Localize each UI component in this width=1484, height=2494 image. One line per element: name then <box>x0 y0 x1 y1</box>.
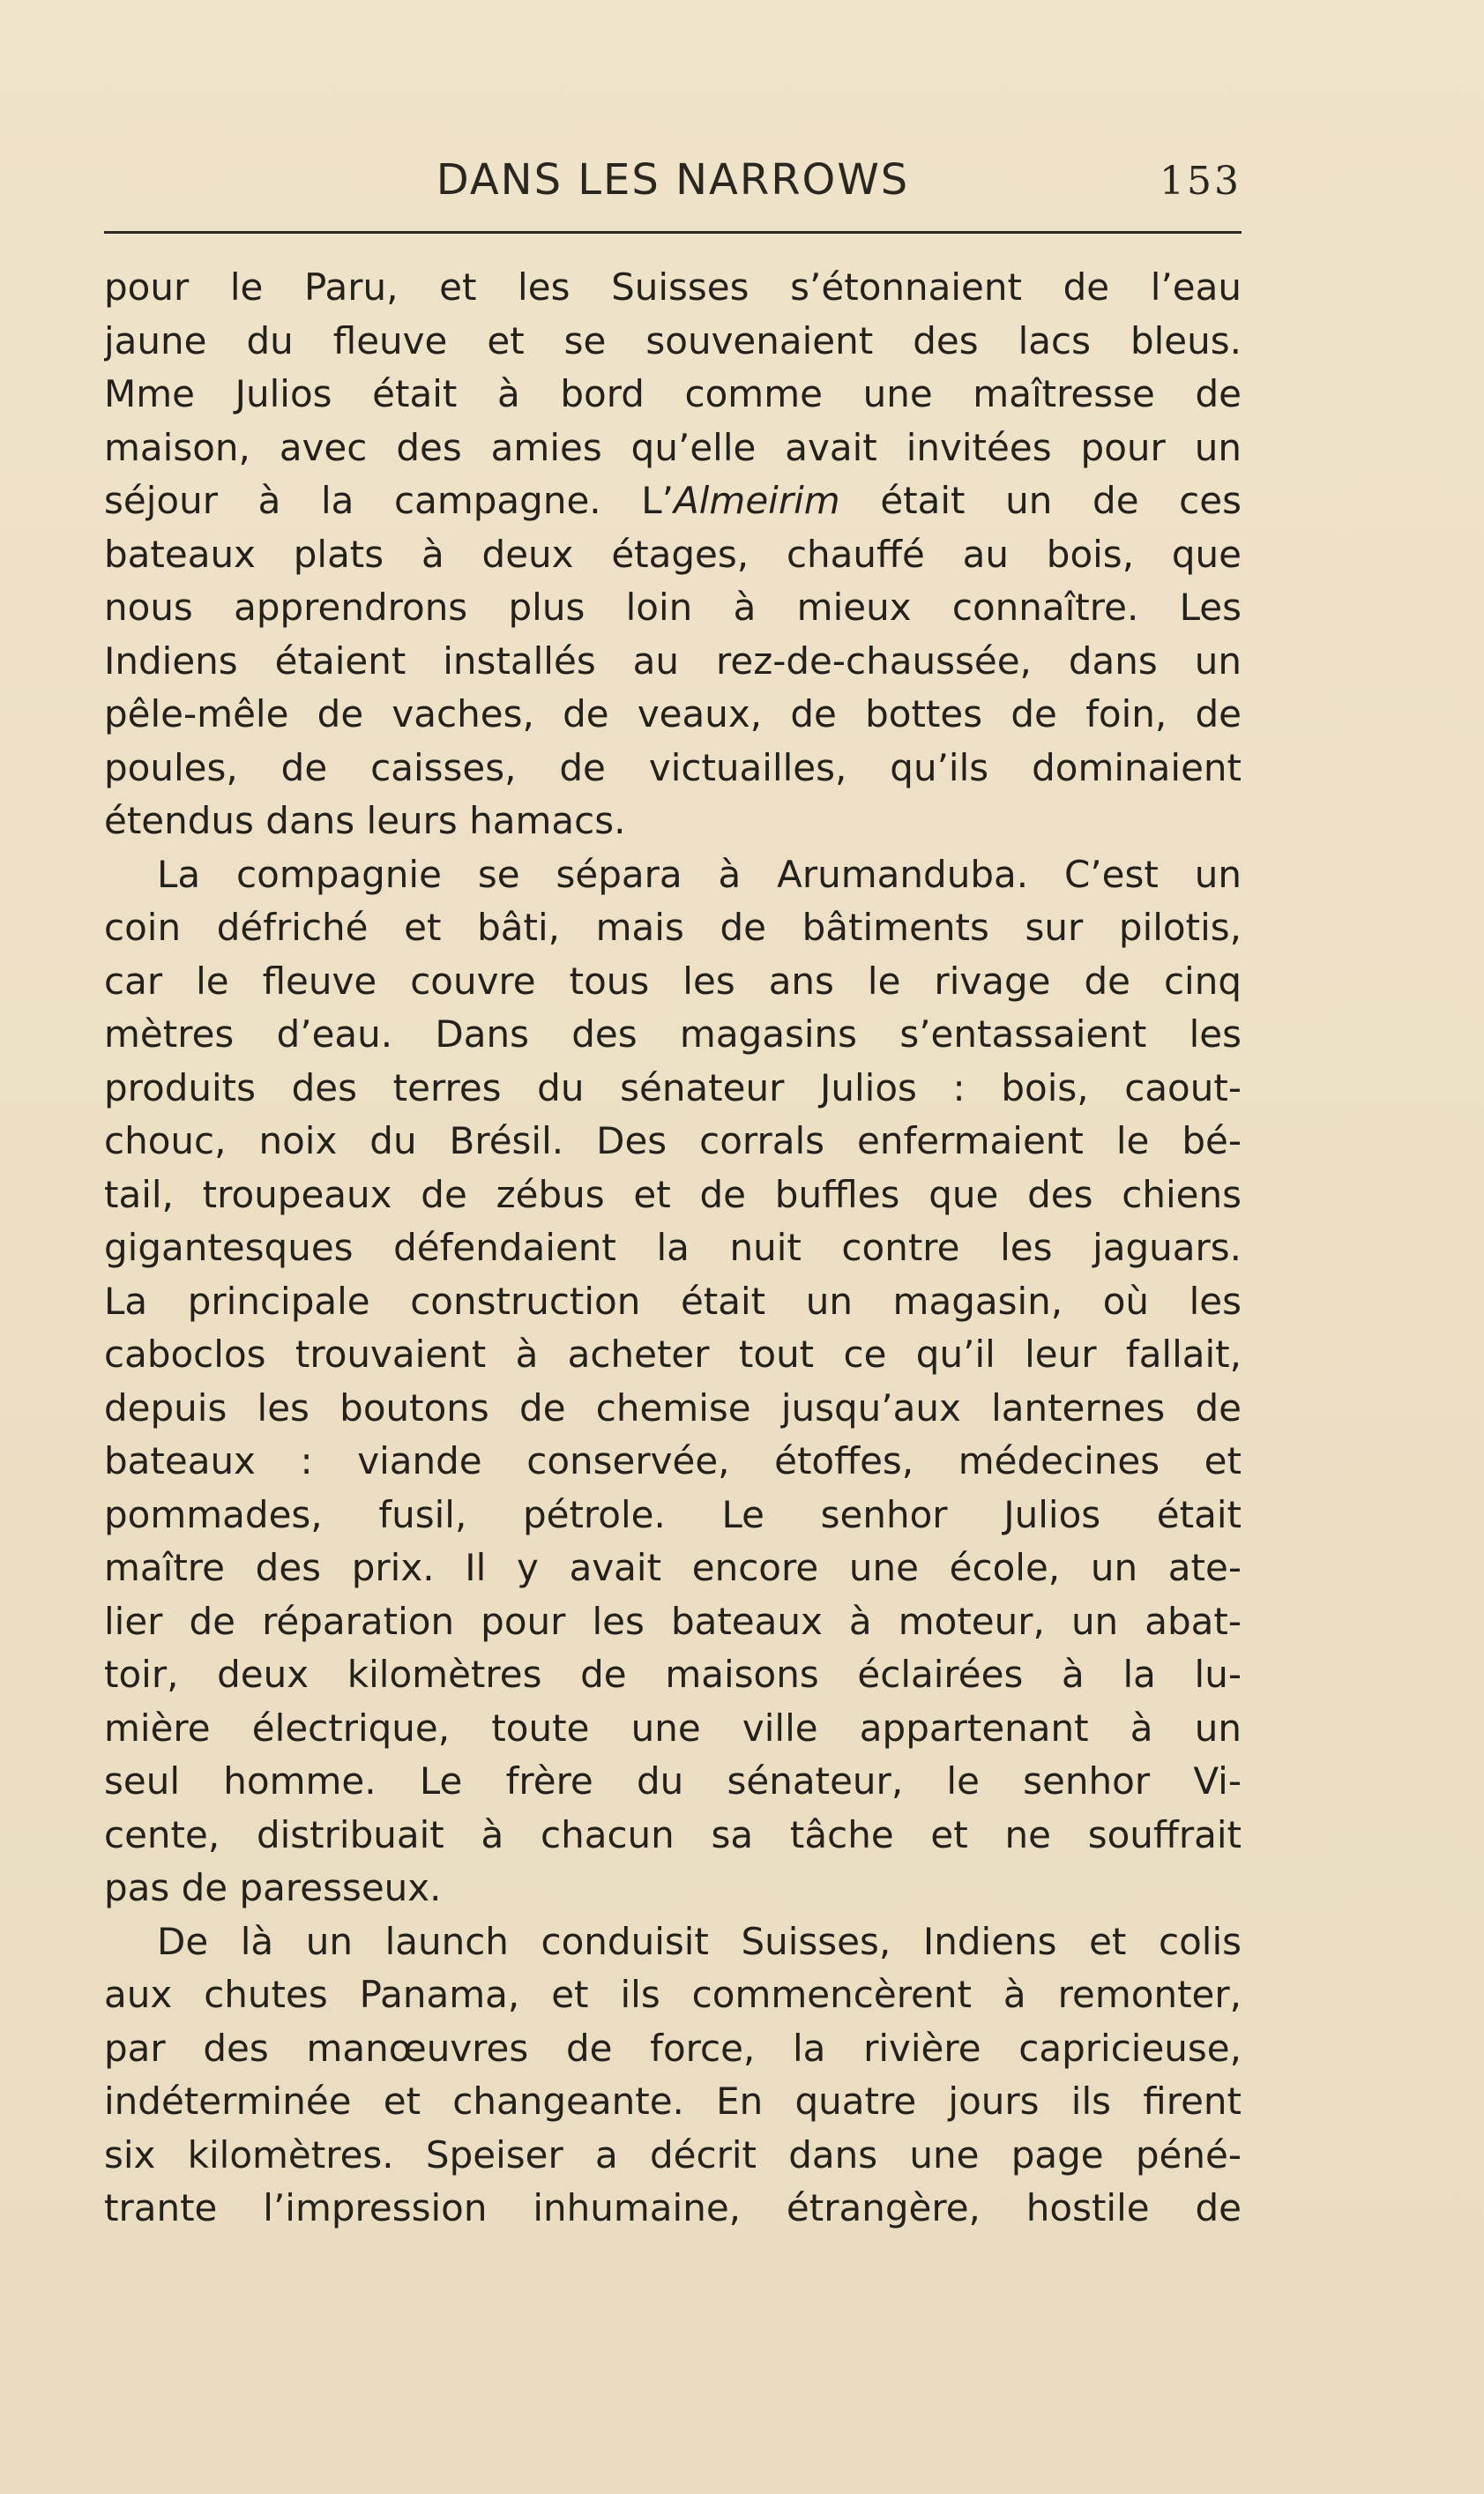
text-line: caboclos trouvaient à acheter tout ce qu’il leur fallait, <box>104 1333 1242 1376</box>
text-line: La principale construction était un magasin, où les <box>104 1279 1242 1323</box>
text-line: mètres d’eau. Dans des magasins s’entassaient les <box>104 1012 1242 1056</box>
running-head <box>104 152 1242 213</box>
text-line: maître des prix. Il y avait encore une école, un ate- <box>104 1546 1242 1589</box>
text-line: maison, avec des amies qu’elle avait invitées pour un <box>104 425 1242 469</box>
text-line: poules, de caisses, de victuailles, qu’ils dominaient <box>104 745 1242 789</box>
text-line-with-italic <box>104 474 1242 528</box>
text-line: indéterminée et changeante. En quatre jours ils firent <box>104 2080 1242 2123</box>
ship-name-italic: Almeirim <box>674 479 840 522</box>
text-line: trante l’impression inhumaine, étrangère, hostile de <box>104 2186 1242 2229</box>
text-line: coin défriché et bâti, mais de bâtiments sur pilotis, <box>104 906 1242 949</box>
text-line: pas de paresseux. <box>104 1866 442 1909</box>
text-line: pommades, fusil, pétrole. Le senhor Julios était <box>104 1492 1242 1536</box>
text-line: mière électrique, toute une ville appartenant à un <box>104 1706 1242 1750</box>
header-rule <box>104 231 1242 234</box>
text-line: jaune du fleuve et se souvenaient des lacs bleus. <box>104 318 1242 362</box>
text-line: bateaux : viande conservée, étoffes, médecines et <box>104 1439 1242 1482</box>
text-line: pour le Paru, et les Suisses s’étonnaient de l’eau <box>104 265 1242 309</box>
text-line: Indiens étaient installés au rez-de-chaussée, dans un <box>104 638 1242 683</box>
text-line: La compagnie se sépara à Arumanduba. C’est un <box>157 852 1242 896</box>
text-line: étendus dans leurs hamacs. <box>104 799 626 842</box>
text-line: depuis les boutons de chemise jusqu’aux lanternes de <box>104 1385 1242 1430</box>
text-line: gigantesques défendaient la nuit contre les jaguars. <box>104 1226 1242 1269</box>
text-line: lier de réparation pour les bateaux à moteur, un abat- <box>104 1599 1242 1643</box>
page-number: 153 <box>1160 159 1242 204</box>
text-line: De là un launch conduisit Suisses, Indiens et colis <box>157 1919 1242 1963</box>
running-title: DANS LES NARROWS <box>436 155 910 205</box>
body-text <box>104 261 1242 2236</box>
text-line: car le fleuve couvre tous les ans le rivage de cinq <box>104 959 1242 1003</box>
text-line: Mme Julios était à bord comme une maîtresse de <box>104 372 1242 415</box>
text-line: produits des terres du sénateur Julios : bois, caout- <box>104 1065 1242 1109</box>
text-segment: L’ <box>641 479 675 522</box>
text-line: seul homme. Le frère du sénateur, le senhor Vi- <box>104 1759 1242 1803</box>
text-line: cente, distribuait à chacun sa tâche et ne souffrait <box>104 1812 1242 1856</box>
text-line: six kilomètres. Speiser a décrit dans une page péné- <box>104 2132 1242 2177</box>
text-line: nous apprendrons plus loin à mieux connaître. Les <box>104 586 1242 629</box>
text-line: pêle-mêle de vaches, de veaux, de bottes de foin, de <box>104 692 1242 736</box>
text-line: chouc, noix du Brésil. Des corrals enfermaient le bé- <box>104 1119 1242 1162</box>
text-line: bateaux plats à deux étages, chauffé au bois, que <box>104 532 1242 576</box>
text-line: par des manœuvres de force, la rivière capricieuse, <box>104 2026 1242 2070</box>
text-line: toir, deux kilomètres de maisons éclairées à la lu- <box>104 1653 1242 1696</box>
text-segment: séjour à la campagne. <box>104 479 601 522</box>
text-line: tail, troupeaux de zébus et de buffles que des chiens <box>104 1172 1242 1216</box>
text-line: aux chutes Panama, et ils commencèrent à remonter, <box>104 1973 1242 2016</box>
text-segment: était un de ces <box>880 479 1242 522</box>
